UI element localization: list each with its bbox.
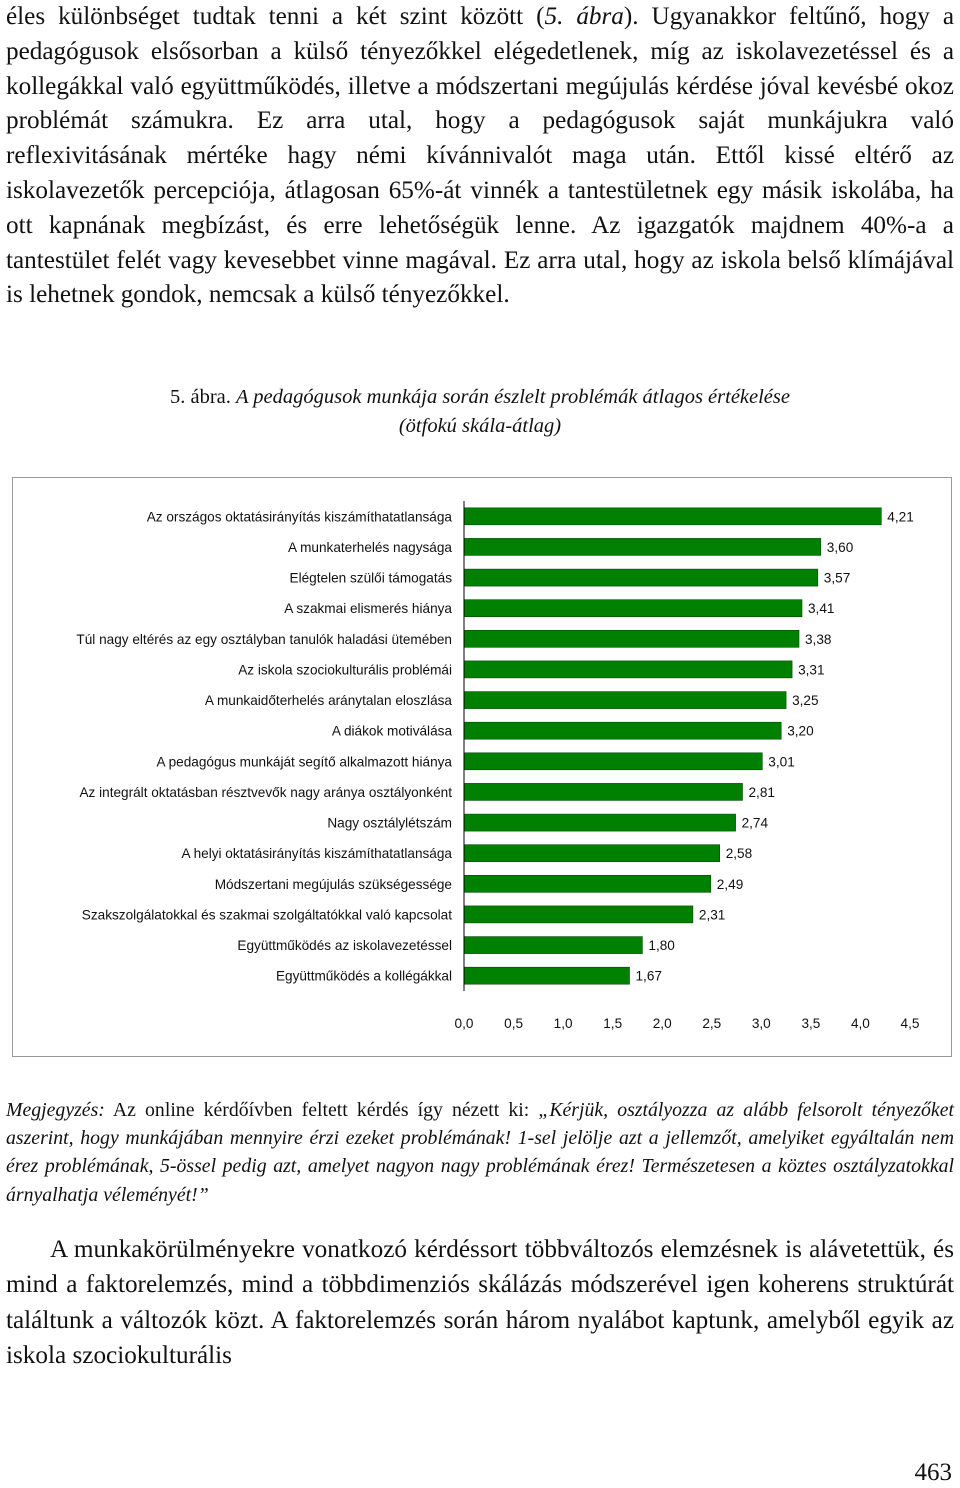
- figure-subtitle: (ötfokú skála-átlag): [398, 415, 562, 437]
- body-paragraph-top: [6, 0, 954, 313]
- data-label: 3,01: [768, 754, 795, 770]
- bar: [464, 692, 786, 709]
- note-text: Az online kérdőívben feltett kérdés így nézett ki:: [104, 1099, 539, 1121]
- bar: [464, 630, 799, 647]
- paragraph-bottom-text: A munkakörülményekre vonatkozó kérdéssort többváltozós elemzésnek is alávetettük, és mind a faktorelemzés, mind a többdimenziós skálázás módszerével igen koherens struktúrát találtunk a változók közt. A faktorelemzés során három nyalábot kaptunk, amelyből egyik az iskola szociokulturális: [6, 1236, 954, 1370]
- data-label: 3,25: [792, 693, 819, 709]
- bar: [464, 906, 693, 923]
- data-label: 1,80: [648, 938, 675, 954]
- bar: [464, 967, 630, 984]
- figure-title: A pedagógusok munkája során észlelt problémák átlagos értékelése: [236, 386, 790, 408]
- category-label: Módszertani megújulás szükségessége: [214, 876, 452, 892]
- page-number: 463: [914, 1459, 952, 1486]
- category-label: Nagy osztálylétszám: [327, 815, 452, 831]
- category-label: Az integrált oktatásban résztvevők nagy aránya osztályonként: [79, 784, 452, 800]
- data-label: 3,31: [798, 662, 825, 678]
- data-label: 3,41: [808, 601, 835, 617]
- x-tick-label: 3,5: [801, 1016, 821, 1031]
- data-label: 2,49: [716, 876, 744, 892]
- bar: [464, 937, 642, 954]
- x-tick-label: 4,5: [900, 1016, 920, 1031]
- x-tick-label: 4,0: [850, 1016, 870, 1031]
- data-label: 3,38: [805, 631, 832, 647]
- figure-label: 5. ábra.: [169, 386, 231, 408]
- x-tick-label: 1,5: [603, 1016, 623, 1031]
- category-label: Az országos oktatásirányítás kiszámíthatatlansága: [146, 509, 452, 525]
- bar: [464, 661, 792, 678]
- x-tick-label: 2,0: [652, 1016, 672, 1031]
- paragraph-top-part1: éles különbséget tudtak tenni a két szint között (: [6, 3, 545, 30]
- data-label: 1,67: [635, 968, 662, 984]
- body-paragraph-bottom: [6, 1232, 954, 1374]
- category-label: A pedagógus munkáját segítő alkalmazott hiánya: [156, 754, 452, 770]
- paragraph-top-part2: ). Ugyanakkor feltűnő, hogy a pedagógusok elsősorban a külső tényezőkkel elégedetlenek, míg az iskolavezetéssel és a kollegákkal való együttműködés, illetve a módszertani megújulás kérdése jóval kevésbé okoz problémát számukra. Ez arra utal, hogy a pedagógusok saját munkájukra való reflexivitásának mértéke hagy némi kívánnivalót maga után. Ettől kissé eltérő az iskolavezetők percepciója, átlagosan 65%-át vinnék a tantestületnek egy másik iskolába, ha ott kapnának megbízást, és erre lehetőségük lenne. Az igazgatók majdnem 40%-a a tantestület felét vagy kevesebbet vinne magával. Ez arra utal, hogy az iskola belső klímájával is lehetnek gondok, nemcsak a külső tényezőkkel.: [6, 3, 954, 309]
- category-label: Szakszolgálatokkal és szakmai szolgáltatókkal való kapcsolat: [81, 907, 452, 923]
- data-label: 4,21: [887, 509, 914, 525]
- data-label: 2,31: [698, 907, 726, 923]
- bar: [464, 753, 762, 770]
- data-label: 3,60: [826, 539, 854, 555]
- bar: [464, 600, 802, 617]
- category-label: A munkaidőterhelés aránytalan eloszlása: [204, 693, 452, 709]
- bar: [464, 538, 821, 555]
- bar: [464, 845, 720, 862]
- figure-reference: 5. ábra: [544, 3, 624, 30]
- category-label: A munkaterhelés nagysága: [288, 539, 452, 555]
- category-label: A szakmai elismerés hiánya: [284, 601, 452, 617]
- x-tick-label: 0,5: [504, 1016, 524, 1031]
- bar: [464, 875, 711, 892]
- chart-frame: [12, 477, 952, 1057]
- category-label: Túl nagy eltérés az egy osztályban tanulók haladási ütemében: [76, 631, 452, 647]
- note-quote: „Kérjük, osztályozza az alább felsorolt tényezőket aszerint, hogy munkájában mennyire érzi ezeket problémának! 1-sel jelölje azt a jellemzőt, amelyiket egyáltalán nem érez problémának, 5-össel pedig azt, amelyet nagyon nagy problémának érez! Természetesen a köztes osztályzatokkal árnyalhatja véleményét!”: [6, 1099, 954, 1206]
- bar: [464, 722, 781, 739]
- x-tick-label: 2,5: [702, 1016, 722, 1031]
- figure-note: [6, 1096, 954, 1209]
- data-label: 2,58: [725, 846, 753, 862]
- data-label: 3,57: [823, 570, 851, 586]
- data-label: 2,81: [748, 784, 775, 800]
- bar: [464, 783, 743, 800]
- category-label: Elégtelen szülői támogatás: [289, 570, 452, 586]
- category-label: Az iskola szociokulturális problémái: [238, 662, 452, 678]
- x-tick-label: 1,0: [553, 1016, 573, 1031]
- data-label: 3,20: [787, 723, 814, 739]
- category-label: A helyi oktatásirányítás kiszámíthatatlansága: [181, 846, 452, 862]
- category-label: A diákok motiválása: [331, 723, 452, 739]
- bar: [464, 569, 818, 586]
- x-tick-label: 3,0: [751, 1016, 771, 1031]
- figure-caption-line1: [0, 383, 960, 412]
- bar: [464, 508, 881, 525]
- category-label: Együttműködés az iskolavezetéssel: [237, 938, 452, 954]
- figure-caption: [0, 383, 960, 441]
- data-label: 2,74: [741, 815, 769, 831]
- bar: [464, 814, 736, 831]
- bar-chart: [13, 478, 951, 1056]
- x-tick-label: 0,0: [454, 1016, 474, 1031]
- note-label: Megjegyzés:: [6, 1099, 105, 1121]
- category-label: Együttműködés a kollégákkal: [275, 968, 452, 984]
